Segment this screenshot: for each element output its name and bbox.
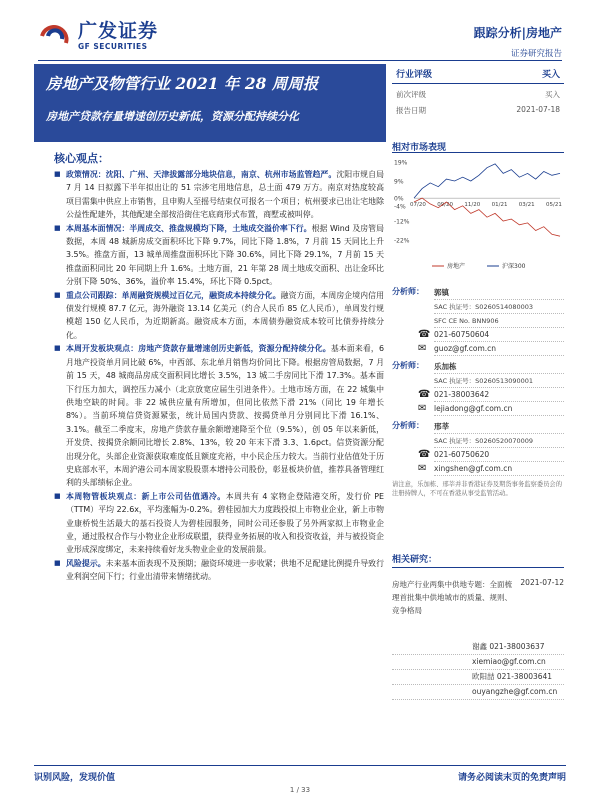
- x-tick-label: 01/21: [491, 202, 508, 209]
- bullet-heading: 本周基本面情况：半周成交、推盘规模均下降，土地成交溢价率下行。: [66, 223, 312, 233]
- y-tick-label: 9%: [394, 178, 404, 186]
- logo-en: GF SECURITIES: [78, 41, 148, 51]
- report-sub: 证券研究报告: [510, 49, 562, 59]
- related-item[interactable]: [392, 578, 564, 617]
- relative-performance-chart: [392, 156, 564, 276]
- email-icon: ✉: [418, 343, 427, 354]
- series-line-1: [414, 164, 560, 198]
- report-date-label: 报告日期: [396, 106, 426, 115]
- core-views-title: 核心观点：: [54, 152, 109, 165]
- y-tick-label: 19%: [394, 159, 408, 167]
- bullet-heading: 本周开发板块观点：房地产贷款存量增速创历史新低，资源分配持续分化。: [66, 344, 331, 354]
- contact-list: [392, 640, 564, 700]
- y-tick-label: -22%: [394, 237, 410, 245]
- analyst-phone: 021-60750620: [434, 450, 490, 459]
- contact-line: 谢鑫 021-38003637: [392, 640, 564, 655]
- y-tick-label: -12%: [394, 218, 410, 226]
- phone-icon: ☎: [418, 389, 431, 400]
- logo-cn: 广发证券: [78, 19, 159, 42]
- bullet-body: 本周共有 4 家物企登陆港交所，发行价 PE（TTM）平均 22.6x，平均涨幅为-0.2%。碧桂园加大力度践投拟上市物业企业，新上市物业康桥悦生活最大的基石投资人为碧桂园服务，同时公司还参股了另外两家拟上市物业企业，通过股权合作与小物业企业形成联盟，获得业务拓展的收入和投资收益，并与被投资企业形成深度绑定，未来持续看好龙头物业企业的发展前景。: [66, 491, 384, 555]
- chart-divider: [392, 152, 564, 153]
- related-text: 房地产行业两集中供地专题：全面梳理首批集中供地城市的质量、规则、竞争格局: [392, 580, 512, 615]
- analyst-cert: SAC 执证号：S0260520070009: [434, 437, 534, 445]
- contact-line: xiemiao@gf.com.cn: [392, 655, 564, 670]
- header-divider: [38, 60, 562, 61]
- x-tick-label: 05/21: [546, 202, 562, 209]
- analyst-role: 分析师：: [392, 421, 424, 430]
- prev-rating-value: 买入: [545, 90, 560, 99]
- footer-slogan: 识别风险，发现价值: [34, 773, 116, 783]
- analyst-list: [392, 286, 564, 498]
- series-line-0: [414, 198, 560, 236]
- analyst-cert: SAC 执证号：S0260514080003: [434, 303, 534, 311]
- rating-box: [392, 64, 564, 116]
- x-tick-label: 07/20: [410, 202, 426, 209]
- core-bullet: [54, 490, 384, 557]
- rating-label: 行业评级: [396, 70, 433, 80]
- y-tick-label: -4%: [394, 203, 406, 211]
- contact-line: ouyangzhe@gf.com.cn: [392, 685, 564, 700]
- analyst-name: 郭镇: [434, 288, 449, 297]
- bullet-body: 根据 Wind 及房管局数据，本周 48 城新房成交面积环比下降 9.7%，同比下降 1.8%，7 月前 15 天同比上升 3.5%。推盘方面，13 城单周推盘面积环比下降 30.6%，同比下降 29.1%，7 月前 15 天推盘面积同比 20 年同期上升 1.6%。土地方面，21 年第 28 周土地成交面积、出让金环比分别下降 50%、36%，溢价率 15.4%，环比下降 0.5pct。: [66, 223, 384, 287]
- report-title: 房地产及物管行业 2021 年 28 周周报: [46, 74, 319, 93]
- analyst-sfc: SFC CE No. BNN906: [434, 316, 499, 325]
- analyst-email[interactable]: guoz@gf.com.cn: [434, 344, 497, 353]
- x-tick-label: 09/20: [437, 202, 454, 209]
- analyst-card: [392, 360, 564, 416]
- report-subtitle: 房地产贷款存量增速创历史新低，资源分配持续分化: [46, 110, 299, 123]
- analyst-email[interactable]: lejiadong@gf.com.cn: [434, 404, 513, 413]
- related-date: 2021-07-12: [520, 578, 564, 587]
- bullet-heading: 政策情况：沈阳、广州、天津拔露部分地块信息，南京、杭州市场监管趋严。: [66, 170, 337, 179]
- report-type: 跟踪分析|房地产: [473, 26, 562, 40]
- core-bullet: [54, 289, 384, 343]
- bullet-body: 融资方面，本周房企境内信用债发行规模 87.7 亿元，海外融资 13.14 亿美元（约合人民币 85 亿人民币），单周发行规模超 150 亿人民币，为近期新高。融资成本方面，本周债券融资成本较可比债券持续分化。: [66, 290, 384, 340]
- analyst-role: 分析师：: [392, 287, 424, 296]
- chart-title: 相对市场表现: [392, 143, 447, 153]
- company-logo: [38, 18, 188, 54]
- email-icon: ✉: [418, 403, 427, 414]
- bullet-body: 未来基本面表现不及预期；融资环境进一步收紧；供地不足配建比例提升导致行业利润空间下行；行业出清带来情绪扰动。: [66, 558, 384, 582]
- page-number: 1 / 33: [289, 786, 311, 794]
- analyst-email[interactable]: xingshen@gf.com.cn: [434, 464, 513, 473]
- bullet-heading: 重点公司跟踪：单周融资规模过百亿元，融资成本持续分化。: [66, 290, 281, 300]
- analyst-card: [392, 286, 564, 356]
- phone-icon: ☎: [418, 449, 431, 460]
- analyst-phone: 021-38003642: [434, 390, 490, 399]
- phone-icon: ☎: [418, 329, 431, 340]
- analyst-name: 乐加栋: [434, 362, 457, 371]
- analyst-role: 分析师：: [392, 361, 424, 370]
- footer-disclaimer: 请务必阅读末页的免责声明: [457, 773, 566, 783]
- legend-label: 房地产: [447, 263, 466, 270]
- core-views-list: [54, 168, 384, 584]
- core-bullet: [54, 222, 384, 289]
- email-icon: ✉: [418, 463, 427, 474]
- related-title: 相关研究：: [392, 552, 564, 568]
- legend-label: 沪深300: [502, 263, 526, 270]
- footer-divider: [34, 765, 566, 766]
- core-bullet: [54, 342, 384, 489]
- x-tick-label: 11/20: [464, 202, 481, 209]
- analyst-cert: SAC 执证号：S0260513090001: [434, 377, 534, 385]
- analyst-disclaimer: 请注意，乐加栋、邢莘并非香港证券及期货事务监察委员会的注册持牌人，不可在香港从事受监管活动。: [392, 481, 563, 497]
- core-bullet: [54, 168, 384, 222]
- analyst-name: 邢莘: [434, 422, 449, 431]
- core-bullet: [54, 557, 384, 584]
- title-banner: [34, 64, 386, 142]
- related-research: [392, 552, 564, 617]
- bullet-body: 基本面来看，6 月地产投资单月同比破 6%，中西部、东北单月销售均价同比下降。根据房管局数据，7 月前 15 天，48 城商品房成交面积同比增长 3.5%，13 城二手房同比下滑 17.3%。基本面下行压力加大，调控压力减小（北京放宽应届生引进条件）。土地市场方面，在 22 城集中供地空缺的时间。非 22 城供应量有所增加，但同比依然下滑 21%（同比 19 年增长 8%）。当前环境信贷资源紧张，统计局国内贷款、按揭贷单月分别同比下滑 16.1%、3.1%。截至二季度末，房地产贷款存量余额增速降至个位（9.5%），创 05 年以来新低，开发贷、按揭贷余额同比增长 2.8%、13%，较 20 年末下滑 3.3、1.6pct。信贷资源分配出现分化，头部企业资源获取难度低且额度充裕，中小民企压力较大。当前行业估值处于历史底部水平，本周沪港公司本周家股股票本增持公司股份，彰显板块价值，推荐具备管理红利的头部绩标企业。: [66, 344, 384, 488]
- bullet-heading: 风险提示。: [66, 558, 106, 568]
- x-tick-label: 03/21: [518, 202, 535, 209]
- bullet-heading: 本周物管板块观点：新上市公司估值遇冷。: [66, 491, 226, 501]
- analyst-phone: 021-60750604: [434, 330, 490, 339]
- analyst-card: [392, 420, 564, 476]
- y-tick-label: 0%: [394, 195, 404, 203]
- gf-logo-icon: [38, 21, 72, 51]
- prev-rating-label: 前次评级: [396, 90, 426, 99]
- contact-line: 欧阳喆 021-38003641: [392, 670, 564, 685]
- bullet-body: 沈阳市规自局 7 月 14 日拟露下半年拟出让的 51 宗涉宅用地信息，总土面 479 万方。南京对热度较高项目需集中供应上市销售，且申购人至摇号结束仅可报名一个项目；杭州要求已出让宅地除公益性配建外，其他配建全部按沿街住宅底商形式布置，商墅或被叫停。: [66, 170, 384, 220]
- rating-value: 买入: [541, 70, 560, 80]
- report-date-value: 2021-07-18: [516, 105, 560, 114]
